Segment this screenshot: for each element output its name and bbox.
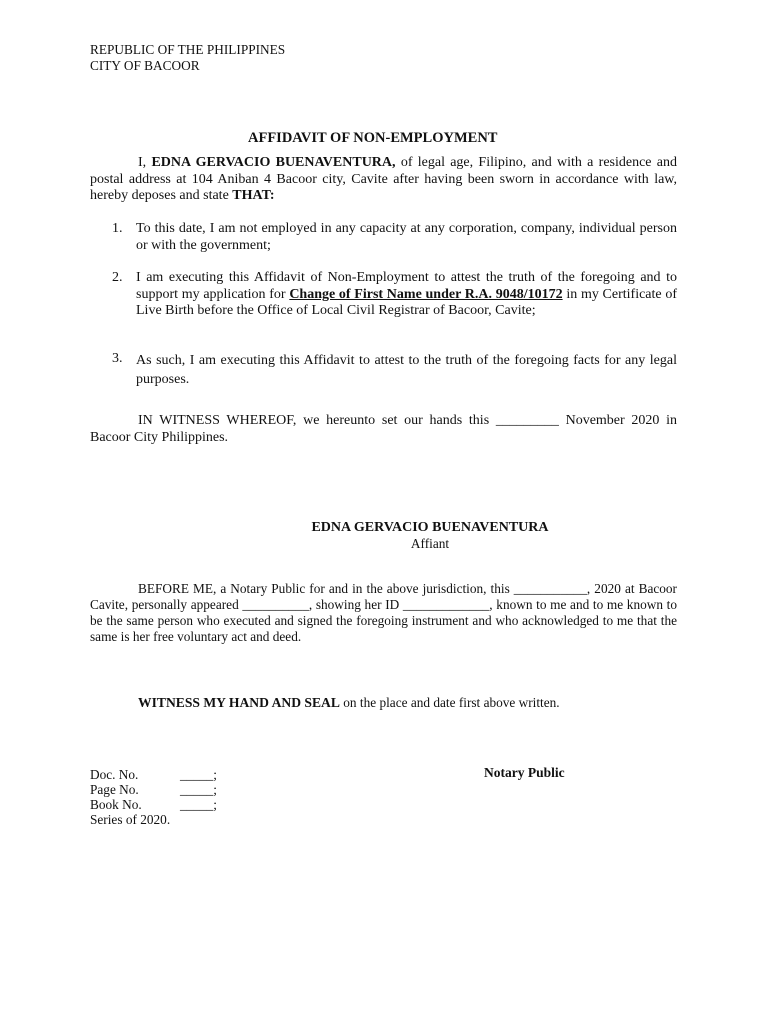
- intro-text: of legal age, Filipino, and with a residence and postal address at 104 Aniban 4 Bacoor city, Cavite after having been sworn in accordance with law, hereby deposes and state: [90, 155, 678, 203]
- intro-that: THAT:: [232, 188, 275, 203]
- intro-paragraph: [90, 155, 677, 205]
- list-item: [112, 351, 677, 387]
- affiant-label: Affiant: [410, 536, 450, 551]
- header-republic: REPUBLIC OF THE PHILIPPINES: [90, 42, 286, 57]
- item-text: To this date, I am not employed in any capacity at any corporation, company, individual person or with the government;: [136, 221, 677, 253]
- doc-no-blank: _____;: [180, 767, 217, 782]
- witness-paragraph: IN WITNESS WHEREOF, we hereunto set our hands this _________ November 2020 in Bacoor City Philippines.: [90, 413, 677, 445]
- item-number: 2.: [112, 270, 123, 285]
- document-title: AFFIDAVIT OF NON-EMPLOYMENT: [248, 130, 498, 146]
- book-no-label: Book No.: [90, 797, 142, 812]
- affiant-name: EDNA GERVACIO BUENAVENTURA: [311, 520, 549, 535]
- item-underlined-text: Change of First Name under R.A. 9048/10172: [289, 286, 563, 302]
- list-item: [112, 221, 677, 255]
- notary-clause: BEFORE ME, a Notary Public for and in the above jurisdiction, this ___________, 2020 at Bacoor Cavite, personally appeared __________, showing her ID _____________, known to me and to me known to be the same person who executed and signed the foregoing instrument and who acknowledged to me that the same is her free voluntary act and deed.: [90, 581, 677, 644]
- affiant-name-inline: EDNA GERVACIO BUENAVENTURA,: [151, 155, 396, 170]
- item-number: 3.: [112, 351, 123, 366]
- item-number: 1.: [112, 221, 123, 236]
- item-text: As such, I am executing this Affidavit to attest to the truth of the foregoing facts for any legal purposes.: [136, 353, 677, 387]
- page-no-label: Page No.: [90, 782, 139, 797]
- seal-rest: on the place and date first above written.: [343, 695, 560, 710]
- item-text-a: I am executing this Affidavit of Non-Employment to attest the truth of the foregoing and to support my application for: [136, 270, 677, 302]
- doc-no-label: Doc. No.: [90, 767, 139, 782]
- list-item: [112, 270, 677, 338]
- header-city: CITY OF BACOOR: [90, 58, 200, 73]
- notary-public-label: Notary Public: [484, 765, 565, 780]
- item-text: [136, 270, 677, 320]
- book-no-blank: _____;: [180, 797, 217, 812]
- intro-pronoun: I,: [138, 155, 147, 170]
- seal-bold: WITNESS MY HAND AND SEAL: [138, 695, 340, 710]
- series-label: Series of 2020.: [90, 812, 171, 827]
- item-text-b: in my Certificate of Live Birth before the Office of Local Civil Registrar of Bacoor, Cavite;: [136, 286, 678, 318]
- page-no-blank: _____;: [180, 782, 217, 797]
- seal-line: [138, 695, 560, 711]
